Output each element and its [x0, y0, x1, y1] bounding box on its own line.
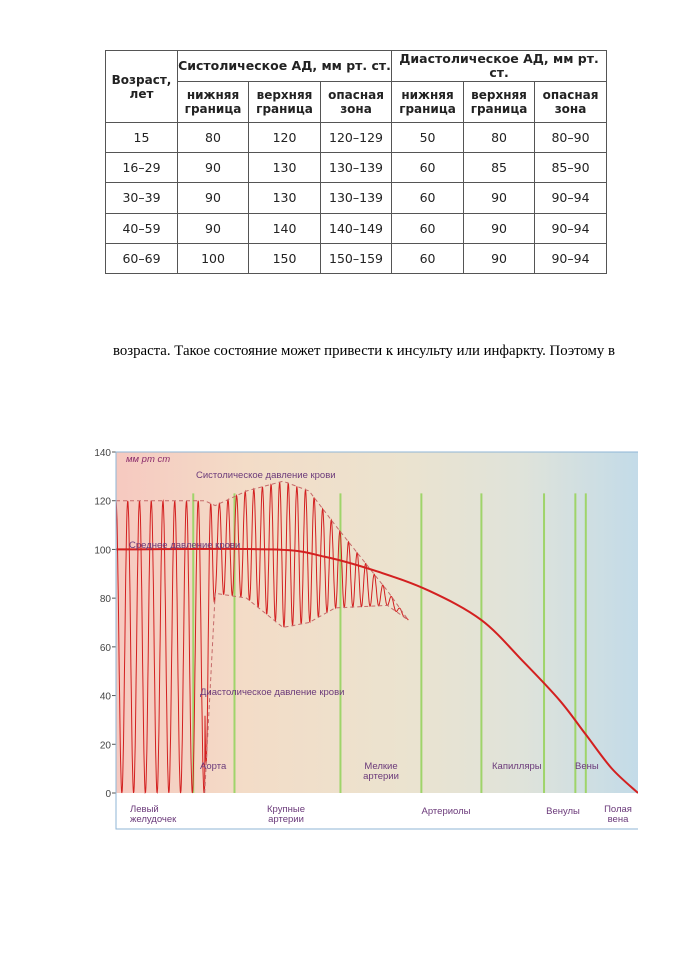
table-cell: 80: [178, 123, 249, 153]
sub-header-word: верхняя: [471, 88, 527, 102]
table-cell: 100: [178, 243, 249, 273]
table-cell: 60–69: [106, 243, 178, 273]
unit-label: мм рт ст: [126, 454, 171, 465]
sub-header-word: опасная: [542, 88, 599, 102]
table-cell: 130: [249, 153, 321, 183]
table-cell: 90: [464, 183, 535, 213]
table-cell: 90: [178, 213, 249, 243]
sub-header-word: опасная: [328, 88, 384, 102]
table-cell: 80: [464, 123, 535, 153]
y-tick-label: 0: [105, 789, 111, 800]
table-cell: 130: [249, 183, 321, 213]
table-cell: 90–94: [535, 243, 607, 273]
table-cell: 140–149: [321, 213, 392, 243]
sub-header-word: граница: [184, 102, 242, 116]
y-tick-label: 60: [99, 642, 111, 654]
sub-header-word: граница: [470, 102, 528, 116]
table-cell: 90–94: [535, 213, 607, 243]
table-cell: 60: [392, 183, 464, 213]
y-tick-label: 80: [99, 594, 111, 606]
sub-header-0: [178, 82, 249, 123]
table-cell: 60: [392, 213, 464, 243]
sub-header-row: [106, 82, 607, 123]
table-cell: 150–159: [321, 243, 392, 273]
age-header-line2: лет: [129, 86, 154, 101]
table-cell: 40–59: [106, 213, 178, 243]
table-cell: 85: [464, 153, 535, 183]
sub-header-word: зона: [554, 102, 587, 116]
table-row: [106, 243, 607, 273]
table-cell: 60: [392, 153, 464, 183]
sub-header-word: граница: [399, 102, 456, 116]
table-cell: 120: [249, 123, 321, 153]
y-tick-label: 40: [99, 691, 111, 703]
table-body: [106, 123, 607, 274]
table-cell: 90: [178, 153, 249, 183]
table-cell: 90: [178, 183, 249, 213]
y-tick-label: 20: [99, 740, 111, 752]
table-cell: 140: [249, 213, 321, 243]
segment-label-large-arteries: Крупные артерии: [267, 804, 305, 825]
segment-label-capillaries: Капилляры: [492, 761, 542, 772]
sub-header-3: [392, 82, 464, 123]
sub-header-word: зона: [340, 102, 372, 116]
segment-label-small-arteries: Мелкие артерии: [363, 761, 399, 782]
table-row: [106, 123, 607, 153]
table-cell: 120–129: [321, 123, 392, 153]
table-cell: 90: [464, 213, 535, 243]
table-row: [106, 153, 607, 183]
table-cell: 130–139: [321, 153, 392, 183]
table-cell: 90–94: [535, 183, 607, 213]
table-cell: 60: [392, 243, 464, 273]
age-header-line1: Возраст,: [111, 72, 172, 87]
sub-header-5: [535, 82, 607, 123]
sub-header-1: [249, 82, 321, 123]
y-tick-label: 120: [94, 496, 111, 508]
segment-label-aorta: Аорта: [200, 761, 227, 772]
diastolic-annotation: Диастолическое давление крови: [200, 687, 345, 698]
segment-label-arterioles: Артериолы: [421, 806, 471, 817]
segment-label-venules: Венулы: [546, 806, 580, 817]
diastolic-header: Диастолическое АД, мм рт. ст.: [392, 51, 607, 82]
table-row: [106, 183, 607, 213]
sub-header-word: граница: [256, 102, 313, 116]
sub-header-word: верхняя: [256, 88, 313, 102]
table-row: [106, 213, 607, 243]
systolic-header: Систолическое АД, мм рт. ст.: [178, 51, 392, 82]
segment-label-left-ventricle: Левый желудочек: [130, 804, 177, 825]
segment-label-veins: Вены: [575, 761, 599, 772]
systolic-annotation: Систолическое давление крови: [196, 470, 336, 481]
y-tick-label: 100: [94, 545, 111, 557]
table-cell: 130–139: [321, 183, 392, 213]
sub-header-word: нижняя: [186, 88, 240, 102]
segment-label-vena-cava: Полая вена: [604, 804, 632, 825]
age-header: [106, 51, 178, 123]
table-cell: 90: [464, 243, 535, 273]
table-cell: 85–90: [535, 153, 607, 183]
blood-pressure-table: [105, 50, 607, 274]
table-cell: 15: [106, 123, 178, 153]
table-cell: 16–29: [106, 153, 178, 183]
blood-pressure-chart: [78, 448, 638, 838]
table-cell: 150: [249, 243, 321, 273]
mean-annotation: Среднее давление крови: [129, 540, 241, 551]
body-text: возраста. Такое состояние может привести к инсульту или инфаркту. Поэтому в: [113, 343, 616, 359]
sub-header-4: [464, 82, 535, 123]
y-tick-label: 140: [94, 448, 111, 459]
table-cell: 80–90: [535, 123, 607, 153]
table-cell: 30–39: [106, 183, 178, 213]
sub-header-word: нижняя: [401, 88, 454, 102]
table-cell: 50: [392, 123, 464, 153]
sub-header-2: [321, 82, 392, 123]
